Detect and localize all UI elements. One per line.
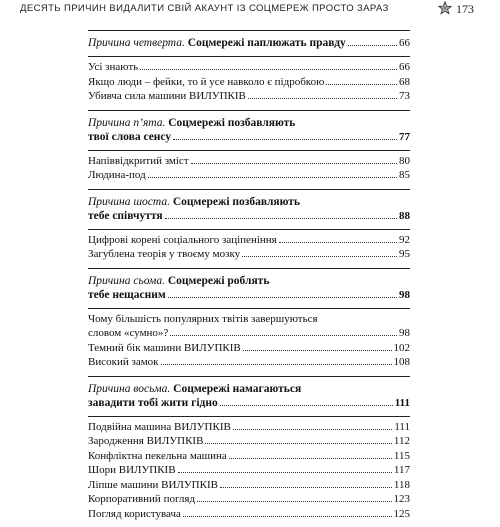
dot-leader: [191, 163, 397, 164]
chapter-label: Причина сьома.: [88, 275, 165, 287]
toc-entry[interactable]: [88, 449, 410, 464]
chapter-title: [88, 195, 300, 209]
toc-section: [88, 110, 410, 189]
page-ref: 66: [399, 60, 410, 75]
entry-text: Зародження ВИЛУПКІВ: [88, 434, 203, 449]
page-ref: 77: [399, 130, 410, 144]
page-ref: 98: [399, 288, 410, 302]
page-ref: 66: [399, 36, 410, 50]
chapter-label: Причина п’ята.: [88, 117, 165, 129]
toc-entry[interactable]: [88, 75, 410, 90]
chapter-title-line: [88, 396, 410, 410]
dot-leader: [220, 405, 393, 406]
page-ref: 92: [399, 233, 410, 248]
entry-list: [88, 308, 410, 376]
entry-text: Усі знають: [88, 60, 138, 75]
toc-entry[interactable]: [88, 478, 410, 493]
dot-leader: [248, 98, 397, 99]
toc-entry[interactable]: [88, 168, 410, 183]
toc-entry[interactable]: [88, 60, 410, 75]
toc-entry[interactable]: [88, 154, 410, 169]
page-ref: 73: [399, 89, 410, 104]
chapter-title-text: тебе співчуття: [88, 209, 163, 223]
entry-list: [88, 229, 410, 268]
chapter-title-text: тебе нещасним: [88, 288, 166, 302]
chapter-title-line: [88, 274, 410, 288]
dot-leader: [165, 218, 397, 219]
dot-leader: [168, 297, 397, 298]
page-ref: 111: [395, 396, 410, 410]
entry-text: Темний бік машини ВИЛУПКІВ: [88, 341, 241, 356]
chapter-title-text: Соцмережі позбавляють: [168, 117, 295, 129]
chapter-title-line: [88, 382, 410, 396]
toc-entry[interactable]: [88, 420, 410, 435]
page-ref: 125: [394, 507, 411, 522]
entry-text: Цифрові корені соціального заціпеніння: [88, 233, 277, 248]
entry-text: Якщо люди – фейки, то й усе навколо є підробкою: [88, 75, 324, 90]
entry-list: [88, 150, 410, 189]
chapter-title: [88, 116, 295, 130]
entry-text: Чому більшість популярних твітів завершуються: [88, 312, 410, 327]
page-ref: 115: [394, 449, 410, 464]
dot-leader: [279, 242, 397, 243]
dot-leader: [233, 429, 392, 430]
dot-leader: [205, 443, 392, 444]
dot-leader: [173, 139, 397, 140]
page-ref: 80: [399, 154, 410, 169]
dot-leader: [148, 177, 397, 178]
dot-leader: [161, 364, 392, 365]
toc-entry[interactable]: [88, 247, 410, 262]
dot-leader: [197, 501, 391, 502]
chapter-heading: [88, 377, 410, 416]
entry-text: Конфліктна пекельна машина: [88, 449, 227, 464]
star-ornament-icon: [438, 1, 452, 15]
toc-section: [88, 268, 410, 376]
page-ref: 98: [399, 326, 410, 341]
dot-leader: [229, 458, 392, 459]
chapter-title-text: твої слова сенсу: [88, 130, 171, 144]
chapter-title-text: Соцмережі паплюжать правду: [188, 37, 346, 49]
page-ref: 117: [394, 463, 410, 478]
page-ref: 102: [394, 341, 411, 356]
chapter-heading: [88, 269, 410, 308]
page-ref: 108: [394, 355, 411, 370]
dot-leader: [183, 516, 392, 517]
toc-section: [88, 189, 410, 268]
entry-text: Людина-под: [88, 168, 146, 183]
dot-leader: [242, 256, 397, 257]
chapter-title-line: [88, 130, 410, 144]
toc-entry[interactable]: [88, 434, 410, 449]
toc-entry[interactable]: [88, 507, 410, 522]
page-ref: 88: [399, 209, 410, 223]
chapter-title-text: завадити тобі жити гідно: [88, 396, 218, 410]
toc-entry[interactable]: [88, 355, 410, 370]
chapter-title: [88, 382, 301, 396]
chapter-heading: [88, 31, 410, 56]
toc-entry[interactable]: [88, 312, 410, 341]
entry-line: [88, 326, 410, 341]
table-of-contents: [88, 30, 410, 527]
page-ref: 123: [394, 492, 411, 507]
entry-list: [88, 416, 410, 527]
page-ref: 68: [399, 75, 410, 90]
dot-leader: [220, 487, 392, 488]
chapter-title: [88, 274, 269, 288]
chapter-title-line: [88, 116, 410, 130]
chapter-title-text: Соцмережі позбавляють: [173, 196, 300, 208]
entry-text: Напіввідкритий зміст: [88, 154, 189, 169]
chapter-title-line: [88, 209, 410, 223]
dot-leader: [178, 472, 392, 473]
dot-leader: [348, 45, 397, 46]
page-ref: 118: [394, 478, 410, 493]
entry-text: Високий замок: [88, 355, 159, 370]
page-ref: 112: [394, 434, 410, 449]
entry-text: Убивча сила машини ВИЛУПКІВ: [88, 89, 246, 104]
page-ref: 95: [399, 247, 410, 262]
entry-text: Подвійна машина ВИЛУПКІВ: [88, 420, 231, 435]
dot-leader: [170, 335, 397, 336]
entry-text: Корпоративний погляд: [88, 492, 195, 507]
chapter-title-line: [88, 195, 410, 209]
toc-entry[interactable]: [88, 463, 410, 478]
entry-text: Погляд користувача: [88, 507, 181, 522]
running-head: ДЕСЯТЬ ПРИЧИН ВИДАЛИТИ СВІЙ АКАУНТ ІЗ СОЦМЕРЕЖ ПРОСТО ЗАРАЗ: [20, 3, 440, 14]
chapter-title-line: [88, 288, 410, 302]
dot-leader: [243, 350, 392, 351]
chapter-title-line: [88, 36, 410, 50]
toc-entry[interactable]: [88, 233, 410, 248]
entry-text: Загублена теорія у твоєму мозку: [88, 247, 240, 262]
page-ref: 111: [394, 420, 410, 435]
chapter-label: Причина четверта.: [88, 37, 185, 49]
dot-leader: [326, 84, 397, 85]
chapter-title-text: Соцмережі роблять: [168, 275, 270, 287]
chapter-label: Причина шоста.: [88, 196, 170, 208]
chapter-title-text: Соцмережі намагаються: [173, 383, 301, 395]
entry-list: [88, 56, 410, 110]
chapter-label: Причина восьма.: [88, 383, 170, 395]
page-ref: 85: [399, 168, 410, 183]
toc-entry[interactable]: [88, 492, 410, 507]
dot-leader: [140, 69, 397, 70]
entry-text: Шори ВИЛУПКІВ: [88, 463, 176, 478]
chapter-title: [88, 36, 346, 50]
entry-text: словом «сумно»?: [88, 326, 168, 341]
page-number: 173: [456, 2, 474, 17]
page-header: [0, 0, 500, 22]
chapter-heading: [88, 190, 410, 229]
toc-section: [88, 30, 410, 110]
toc-entry[interactable]: [88, 89, 410, 104]
entry-text: Ліпше машини ВИЛУПКІВ: [88, 478, 218, 493]
toc-section: [88, 376, 410, 527]
toc-entry[interactable]: [88, 341, 410, 356]
chapter-heading: [88, 111, 410, 150]
